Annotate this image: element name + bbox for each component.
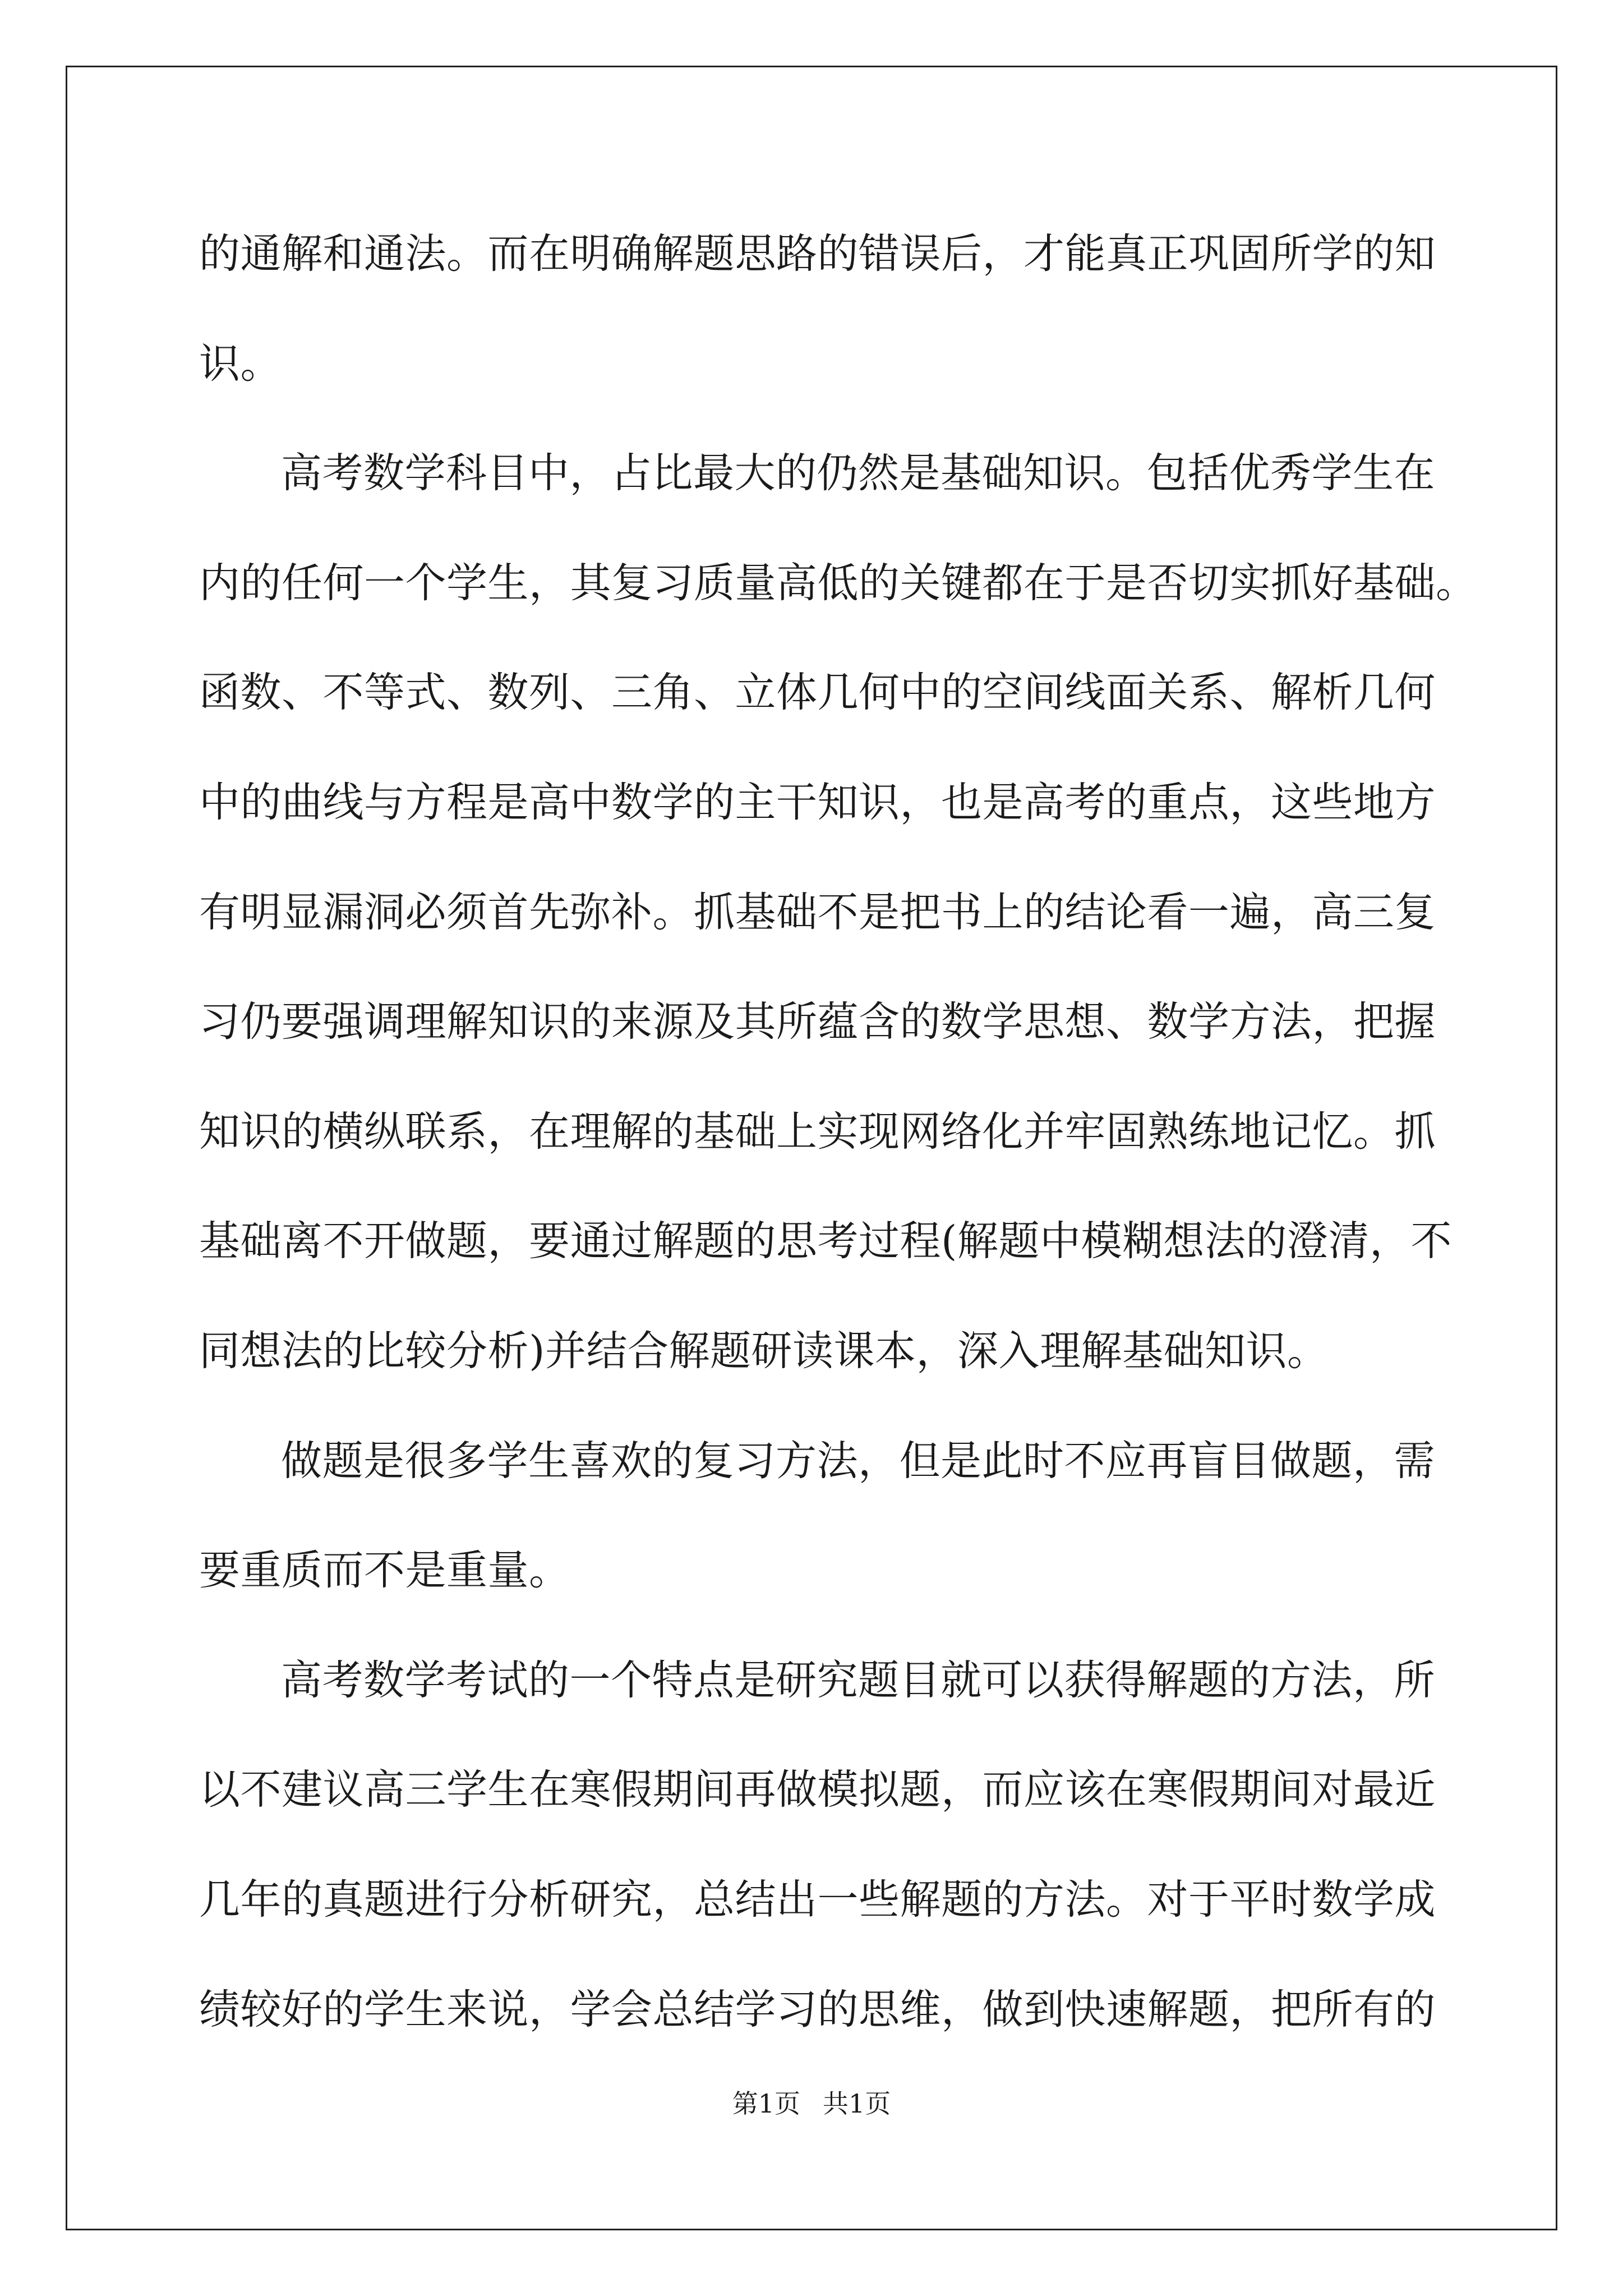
text-line: 以不建议高三学生在寒假期间再做模拟题，而应该在寒假期间对最近 bbox=[199, 1766, 1436, 1814]
paragraph-1 bbox=[199, 199, 1436, 418]
text-line: 几年的真题进行分析研究，总结出一些解题的方法。对于平时数学成 bbox=[199, 1875, 1436, 1924]
text-line: 要重质而不是重量。 bbox=[199, 1547, 570, 1595]
page-footer bbox=[0, 2087, 1623, 2120]
text-line: 基础离不开做题，要通过解题的思考过程(解题中模糊想法的澄清，不 bbox=[199, 1217, 1452, 1266]
text-line: 的通解和通法。而在明确解题思路的错误后，才能真正巩固所学的知 bbox=[199, 230, 1436, 278]
text-line: 中的曲线与方程是高中数学的主干知识，也是高考的重点，这些地方 bbox=[199, 778, 1436, 826]
text-line: 同想法的比较分析)并结合解题研读课本，深入理解基础知识。 bbox=[199, 1327, 1329, 1375]
page-number: 第1页 bbox=[732, 2088, 800, 2119]
text-line: 习仍要强调理解知识的来源及其所蕴含的数学思想、数学方法，把握 bbox=[199, 998, 1436, 1046]
text-line: 高考数学科目中，占比最大的仍然是基础知识。包括优秀学生在 bbox=[281, 449, 1435, 498]
text-line: 函数、不等式、数列、三角、立体几何中的空间线面关系、解析几何 bbox=[199, 669, 1436, 717]
document-body bbox=[199, 199, 1477, 2064]
text-line: 高考数学考试的一个特点是研究题目就可以获得解题的方法，所 bbox=[281, 1656, 1435, 1704]
paragraph-2 bbox=[199, 418, 1477, 1406]
page-total: 共1页 bbox=[823, 2088, 891, 2119]
paragraph-4 bbox=[199, 1626, 1436, 2064]
text-line: 知识的横纵联系，在理解的基础上实现网络化并牢固熟练地记忆。抓 bbox=[199, 1107, 1436, 1156]
paragraph-3 bbox=[199, 1406, 1435, 1626]
text-line: 识。 bbox=[199, 339, 282, 388]
text-line: 做题是很多学生喜欢的复习方法，但是此时不应再盲目做题，需 bbox=[281, 1437, 1435, 1485]
text-line: 内的任何一个学生，其复习质量高低的关键都在于是否切实抓好基础。 bbox=[199, 559, 1477, 607]
text-line: 绩较好的学生来说，学会总结学习的思维，做到快速解题，把所有的 bbox=[199, 1985, 1436, 2033]
text-line: 有明显漏洞必须首先弥补。抓基础不是把书上的结论看一遍，高三复 bbox=[199, 888, 1436, 936]
